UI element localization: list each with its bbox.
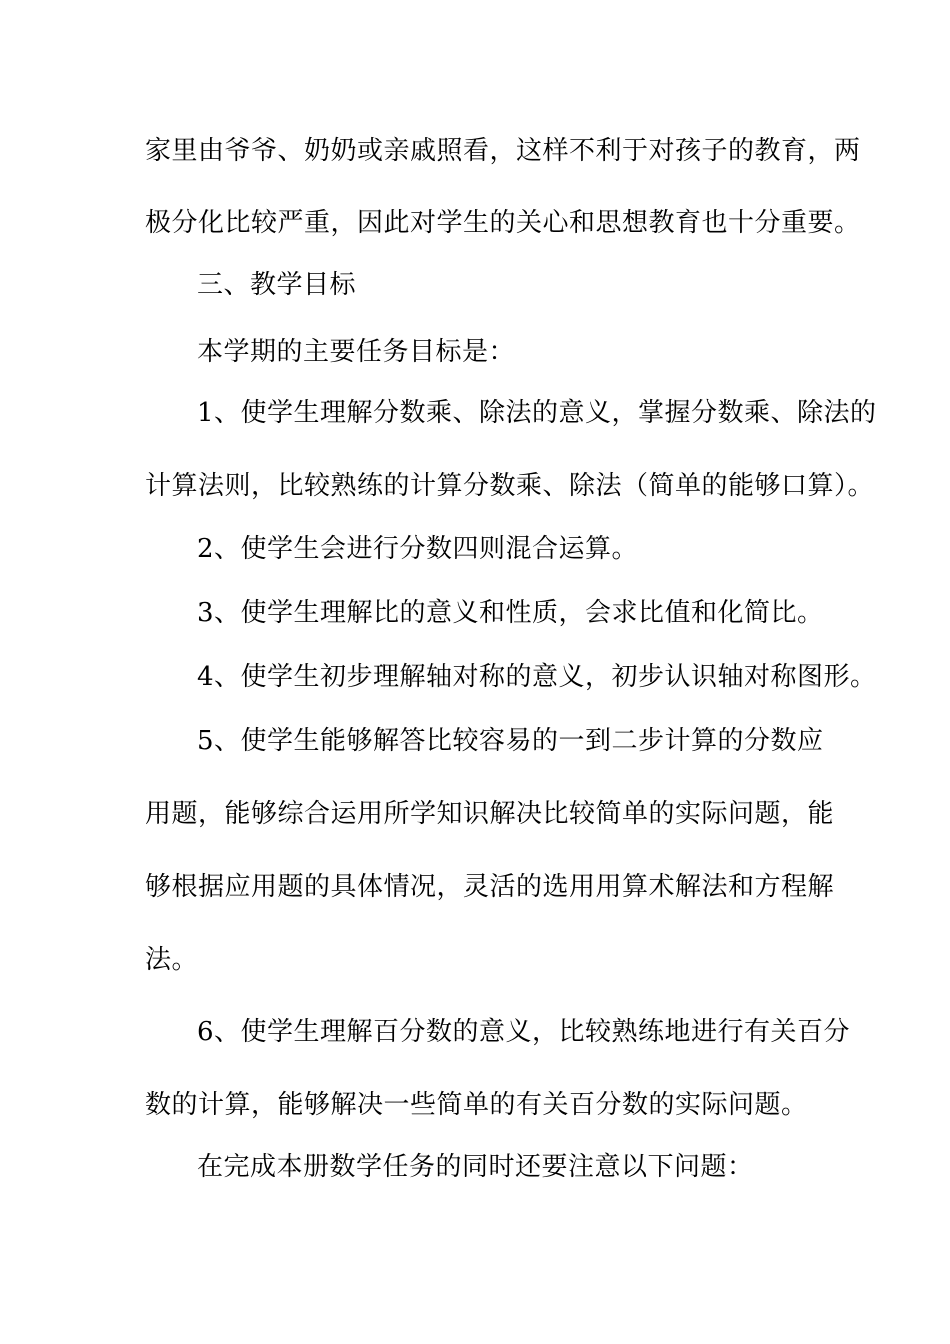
list-item-6: 6、使学生理解百分数的意义，比较熟练地进行有关百分 <box>197 1017 851 1047</box>
section-heading: 三、教学目标 <box>197 270 357 300</box>
list-item-1: 1、使学生理解分数乘、除法的意义，掌握分数乘、除法的 <box>197 398 877 428</box>
list-item-2: 2、使学生会进行分数四则混合运算。 <box>197 534 639 564</box>
list-item-4: 4、使学生初步理解轴对称的意义，初步认识轴对称图形。 <box>197 662 877 692</box>
paragraph-line: 计算法则，比较熟练的计算分数乘、除法（简单的能够口算）。 <box>145 471 875 501</box>
paragraph-line: 极分化比较严重，因此对学生的关心和思想教育也十分重要。 <box>145 208 861 238</box>
list-item-5: 5、使学生能够解答比较容易的一到二步计算的分数应 <box>197 726 824 756</box>
paragraph-line: 法。 <box>145 945 199 975</box>
paragraph-line: 数的计算，能够解决一些简单的有关百分数的实际问题。 <box>145 1090 808 1120</box>
paragraph-line: 家里由爷爷、奶奶或亲戚照看，这样不利于对孩子的教育，两 <box>145 136 861 166</box>
paragraph-line: 够根据应用题的具体情况，灵活的选用用算术解法和方程解 <box>145 872 835 902</box>
list-item-3: 3、使学生理解比的意义和性质，会求比值和化简比。 <box>197 598 824 628</box>
paragraph-line: 用题，能够综合运用所学知识解决比较简单的实际问题，能 <box>145 799 835 829</box>
paragraph-line: 本学期的主要任务目标是： <box>197 337 516 367</box>
paragraph-line: 在完成本册数学任务的同时还要注意以下问题： <box>197 1152 754 1182</box>
